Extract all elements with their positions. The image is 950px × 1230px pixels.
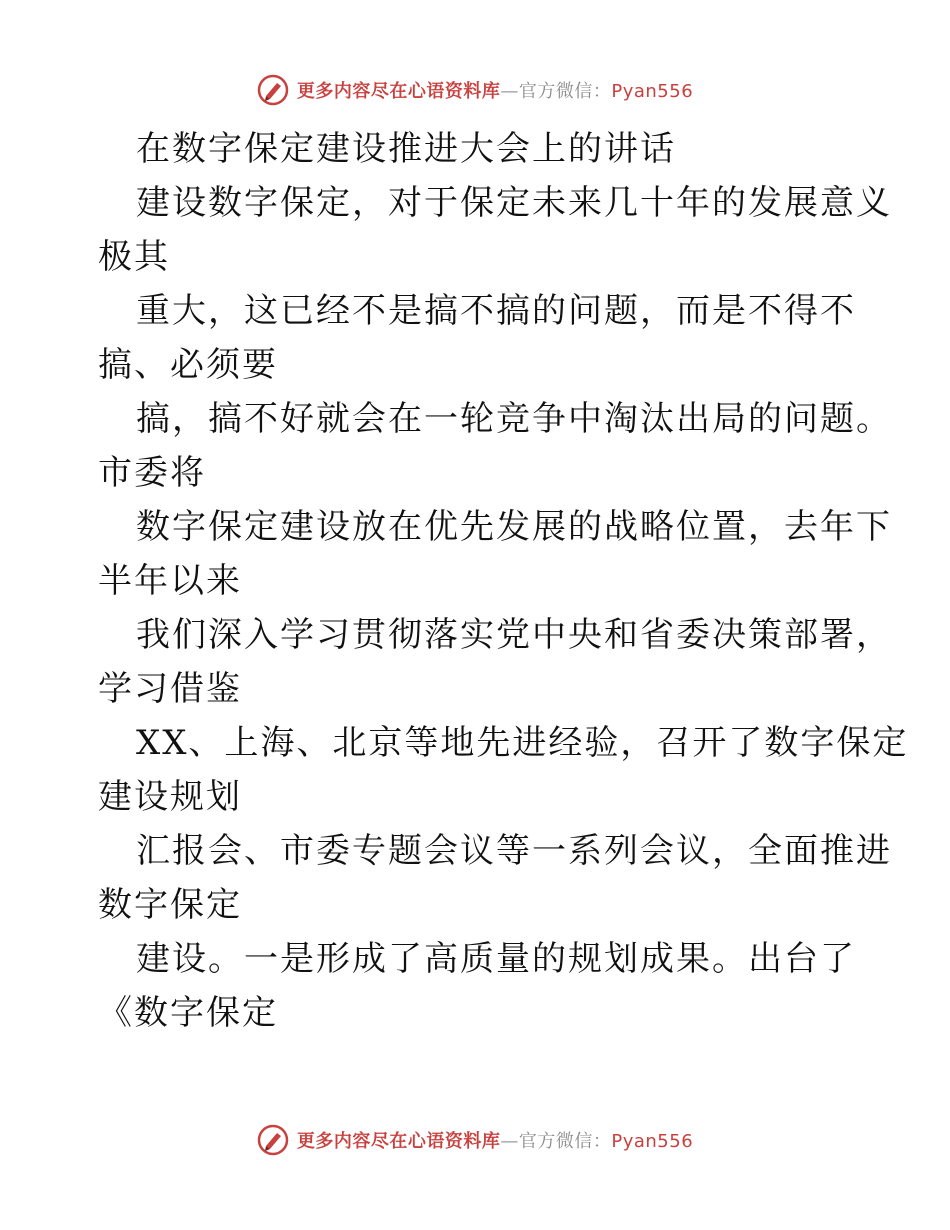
- paragraph-line: 重大，这已经不是搞不搞的问题，而是不得不: [136, 291, 856, 331]
- watermark-wechat-label: 官方微信：: [518, 81, 612, 102]
- paragraph-line: 学习借鉴: [98, 669, 242, 709]
- pen-logo-icon: [257, 1124, 289, 1156]
- paragraph-line: 建设规划: [98, 777, 242, 817]
- paragraph-line: 半年以来: [98, 561, 242, 601]
- watermark-text: [297, 1127, 693, 1153]
- header-watermark: [0, 70, 950, 110]
- paragraph-line: 汇报会、市委专题会议等一系列会议，全面推进: [136, 831, 892, 871]
- watermark-wechat-id: Pyan556: [611, 81, 694, 102]
- paragraph-line: 极其: [98, 237, 170, 277]
- pen-logo-icon: [257, 74, 289, 106]
- paragraph-line: 搞，搞不好就会在一轮竞争中淘汰出局的问题。: [136, 399, 892, 439]
- paragraph-line: 建设数字保定，对于保定未来几十年的发展意义: [136, 183, 892, 223]
- paragraph-line: XX、上海、北京等地先进经验，召开了数字保定: [136, 723, 909, 763]
- watermark-separator: —: [500, 1131, 519, 1152]
- footer-watermark: [0, 1120, 950, 1160]
- paragraph-line: 数字保定建设放在优先发展的战略位置，去年下: [136, 507, 892, 547]
- paragraph-line: 建设。一是形成了高质量的规划成果。出台了: [136, 939, 856, 979]
- watermark-wechat-id: Pyan556: [611, 1131, 694, 1152]
- document-body: [98, 122, 909, 1040]
- paragraph-line: 数字保定: [98, 885, 242, 925]
- paragraph-line: 我们深入学习贯彻落实党中央和省委决策部署，: [136, 615, 892, 655]
- watermark-main: 更多内容尽在心语资料库: [296, 1131, 501, 1152]
- paragraph-line: 《数字保定: [98, 993, 278, 1033]
- paragraph-line: 搞、必须要: [98, 345, 278, 385]
- watermark-separator: —: [500, 81, 519, 102]
- paragraph-line: 市委将: [98, 453, 206, 493]
- document-title: 在数字保定建设推进大会上的讲话: [136, 129, 676, 169]
- watermark-main: 更多内容尽在心语资料库: [296, 81, 501, 102]
- watermark-text: [297, 77, 693, 103]
- watermark-wechat-label: 官方微信：: [518, 1131, 612, 1152]
